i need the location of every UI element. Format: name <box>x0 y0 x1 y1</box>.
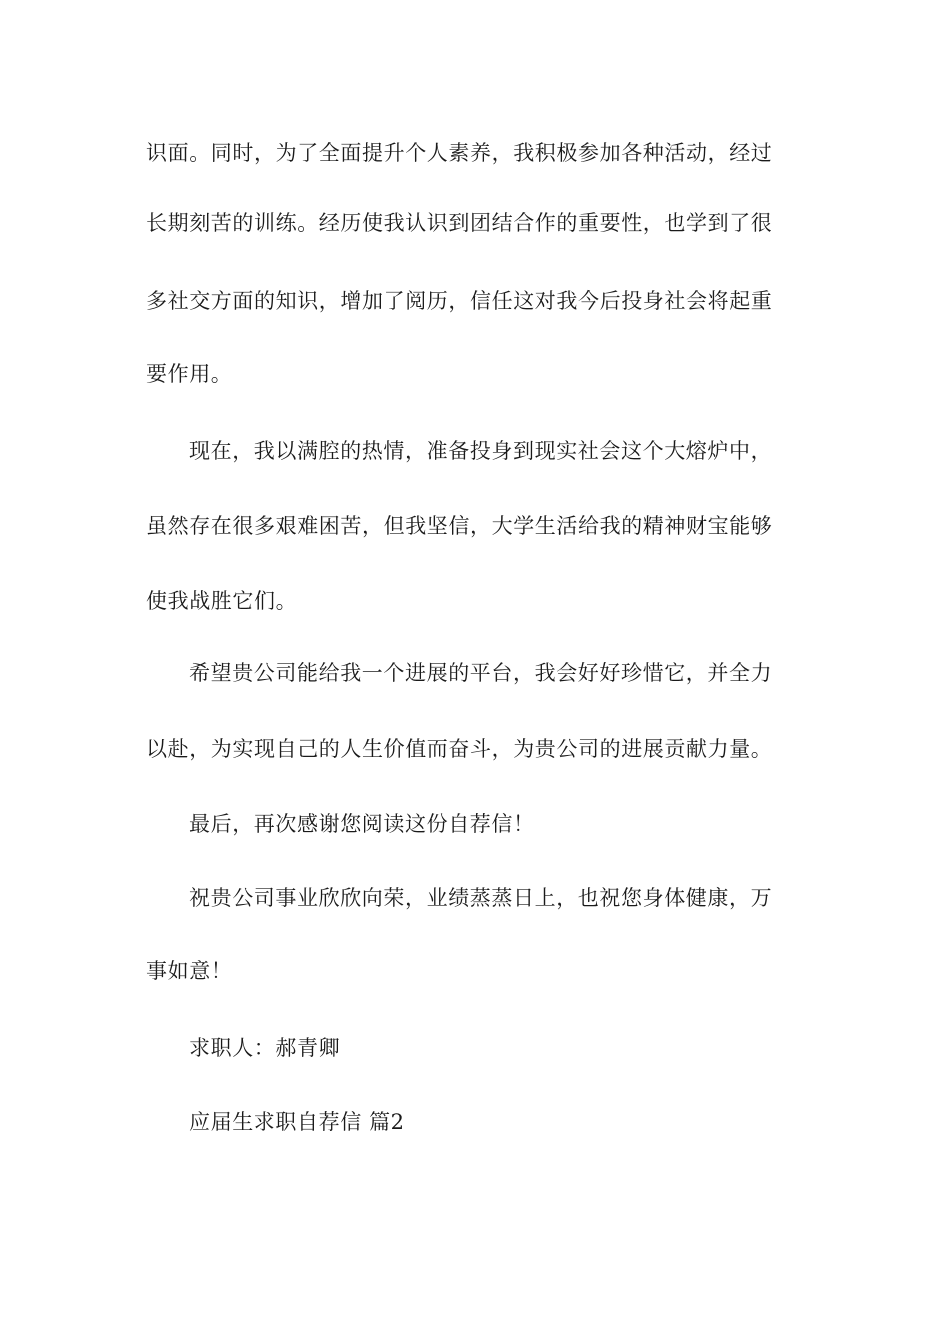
paragraph-line: 使我战胜它们。 <box>146 589 298 613</box>
signature-line: 求职人：郝青卿 <box>189 1036 341 1060</box>
paragraph-line: 虽然存在很多艰难困苦，但我坚信，大学生活给我的精神财宝能够 <box>146 514 773 538</box>
paragraph-line: 事如意！ <box>146 959 233 983</box>
paragraph-line: 要作用。 <box>146 362 233 386</box>
paragraph-line: 祝贵公司事业欣欣向荣，业绩蒸蒸日上，也祝您身体健康，万 <box>189 886 773 910</box>
paragraph-line: 识面。同时，为了全面提升个人素养，我积极参加各种活动，经过 <box>146 141 773 165</box>
paragraph-line: 多社交方面的知识，增加了阅历，信任这对我今后投身社会将起重 <box>146 289 773 313</box>
paragraph-line: 现在，我以满腔的热情，准备投身到现实社会这个大熔炉中， <box>189 439 773 463</box>
paragraph-line: 长期刻苦的训练。经历使我认识到团结合作的重要性，也学到了很 <box>146 211 773 235</box>
paragraph-line: 希望贵公司能给我一个进展的平台，我会好好珍惜它，并全力 <box>189 661 773 685</box>
paragraph-line: 以赴，为实现自己的人生价值而奋斗，为贵公司的进展贡献力量。 <box>146 737 773 761</box>
section-heading: 应届生求职自荐信 篇2 <box>189 1110 405 1134</box>
paragraph-line: 最后，再次感谢您阅读这份自荐信！ <box>189 812 535 836</box>
